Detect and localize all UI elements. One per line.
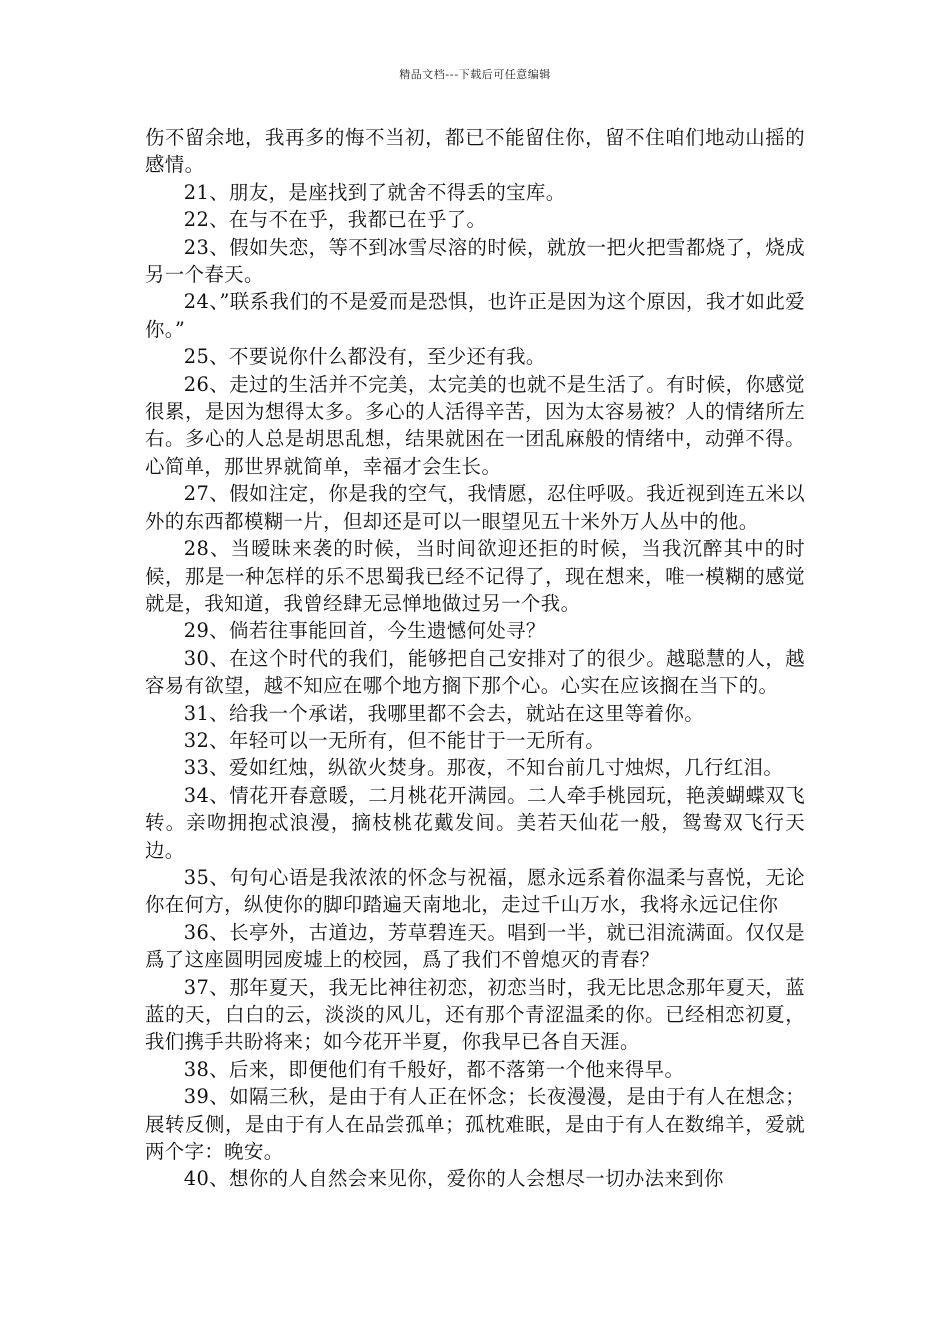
paragraph-36: 36、长亭外，古道边，芳草碧连天。唱到一半，就已泪流满面。仅仅是爲了这座圆明园废墟上的校园，爲了我们不曾熄灭的青春？ bbox=[145, 920, 805, 972]
paragraph-25: 25、不要说你什么都没有，至少还有我。 bbox=[183, 345, 546, 369]
paragraph-37: 37、那年夏天，我无比神往初恋，初恋当时，我无比思念那年夏天，蓝蓝的天，白白的云，淡淡的风儿，还有那个青涩温柔的你。已经相恋初夏，我们携手共盼将来；如今花开半夏，你我早已各自天涯。 bbox=[145, 975, 805, 1054]
paragraph-39: 39、如隔三秋，是由于有人正在怀念；长夜漫漫，是由于有人在想念；展转反侧，是由于有人在品尝孤单；孤枕难眠，是由于有人在数绵羊，爱就两个字：晚安。 bbox=[145, 1085, 805, 1164]
paragraph-35: 35、句句心语是我浓浓的怀念与祝福，愿永远系着你温柔与喜悦，无论你在何方，纵使你的脚印踏遍天南地北，走过千山万水，我将永远记住你 bbox=[145, 865, 805, 917]
paragraph-24: 24、”联系我们的不是爱而是恐惧，也许正是因为这个原因，我才如此爱你。” bbox=[145, 290, 805, 341]
paragraph-26: 26、走过的生活并不完美，太完美的也就不是生活了。有时候，你感觉很累，是因为想得太多。多心的人活得辛苦，因为太容易被？人的情绪所左右。多心的人总是胡思乱想，结果就困在一团乱麻般的情绪中，动弹不得。心简单，那世界就简单，幸福才会生长。 bbox=[145, 372, 805, 478]
paragraph-38: 38、后来，即便他们有千般好，都不落第一个他来得早。 bbox=[183, 1057, 685, 1081]
paragraph-31: 31、给我一个承诺，我哪里都不会去，就站在这里等着你。 bbox=[183, 701, 705, 725]
paragraph-40: 40、想你的人自然会来见你，爱你的人会想尽一切办法来到你 bbox=[183, 1167, 724, 1191]
paragraph-continued: 伤不留余地，我再多的悔不当初，都已不能留住你，留不住咱们地动山摇的感情。 bbox=[145, 126, 805, 177]
paragraph-21: 21、朋友，是座找到了就舍不得丢的宝库。 bbox=[183, 180, 566, 204]
paragraph-33: 33、爱如红烛，纵欲火焚身。那夜，不知台前几寸烛烬，几行红泪。 bbox=[183, 756, 784, 780]
paragraph-29: 29、倘若往事能回首，今生遗憾何处寻？ bbox=[183, 619, 546, 643]
paragraph-28: 28、当暧昧来袭的时候，当时间欲迎还拒的时候，当我沉醉其中的时候，那是一种怎样的乐不思蜀我已经不记得了，现在想来，唯一模糊的感觉就是，我知道，我曾经肆无忌惮地做过另一个我。 bbox=[145, 537, 805, 615]
paragraph-27: 27、假如注定，你是我的空气，我情愿，忍住呼吸。我近视到连五米以外的东西都模糊一片，但却还是可以一眼望见五十米外万人丛中的他。 bbox=[145, 482, 805, 533]
paragraph-34: 34、情花开春意暖，二月桃花开满园。二人牵手桃园玩，艳羡蝴蝶双飞转。亲吻拥抱忒浪漫，摘枝桃花戴发间。美若天仙花一般，鸳鸯双飞行天边。 bbox=[145, 783, 805, 862]
document-body bbox=[145, 124, 805, 1193]
paragraph-32: 32、年轻可以一无所有，但不能甘于一无所有。 bbox=[183, 728, 606, 752]
page-header: 精品文档---下载后可任意编辑 bbox=[399, 68, 551, 81]
paragraph-22: 22、在与不在乎，我都已在乎了。 bbox=[183, 208, 487, 232]
paragraph-30: 30、在这个时代的我们，能够把自己安排对了的很少。越聪慧的人，越容易有欲望，越不知应在哪个地方搁下那个心。心实在应该搁在当下的。 bbox=[145, 646, 805, 698]
paragraph-23: 23、假如失恋，等不到冰雪尽溶的时候，就放一把火把雪都烧了，烧成另一个春天。 bbox=[145, 235, 805, 287]
